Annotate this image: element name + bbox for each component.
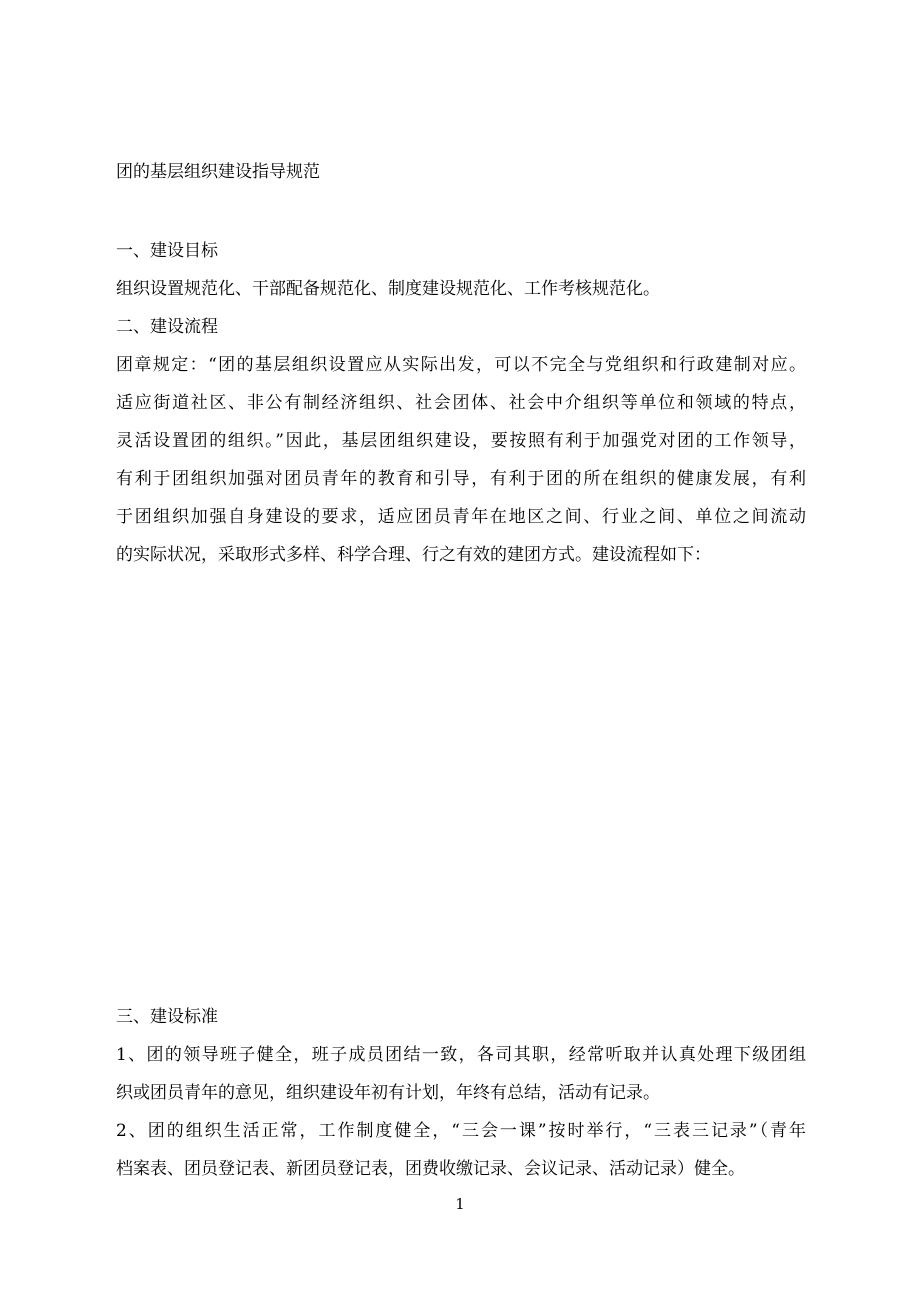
section-1-text: 组织设置规范化、干部配备规范化、制度建设规范化、工作考核规范化。 <box>116 279 660 299</box>
section-3-line: 档案表、团员登记表、新团员登记表，团费收缴记录、会议记录、活动记录）健全。 <box>116 1159 745 1179</box>
document-title: 团的基层组织建设指导规范 <box>116 162 320 182</box>
section-2-line: 团章规定：“团的基层组织设置应从实际出发，可以不完全与党组织和行政建制对应。 <box>116 355 806 375</box>
section-2-line: 适应街道社区、非公有制经济组织、社会团体、社会中介组织等单位和领域的特点， <box>116 393 806 413</box>
section-3-line: 2、团的组织生活正常，工作制度健全，“三会一课”按时举行，“三表三记录”（青年 <box>116 1121 806 1141</box>
section-3-line: 1、团的领导班子健全，班子成员团结一致，各司其职，经常听取并认真处理下级团组 <box>116 1045 806 1065</box>
section-3-line: 织或团员青年的意见，组织建设年初有计划，年终有总结，活动有记录。 <box>116 1083 660 1103</box>
section-3-heading: 三、建设标准 <box>116 1007 218 1027</box>
section-2-line: 于团组织加强自身建设的要求，适应团员青年在地区之间、行业之间、单位之间流动 <box>116 507 806 527</box>
page-number: 1 <box>455 1195 465 1213</box>
section-2-line: 灵活设置团的组织。”因此，基层团组织建设，要按照有利于加强党对团的工作领导， <box>116 431 806 451</box>
section-1-heading: 一、建设目标 <box>116 241 218 261</box>
section-2-line: 的实际状况，采取形式多样、科学合理、行之有效的建团方式。建设流程如下： <box>116 545 711 565</box>
section-2-line: 有利于团组织加强对团员青年的教育和引导，有利于团的所在组织的健康发展，有利 <box>116 469 806 489</box>
section-2-heading: 二、建设流程 <box>116 317 218 337</box>
